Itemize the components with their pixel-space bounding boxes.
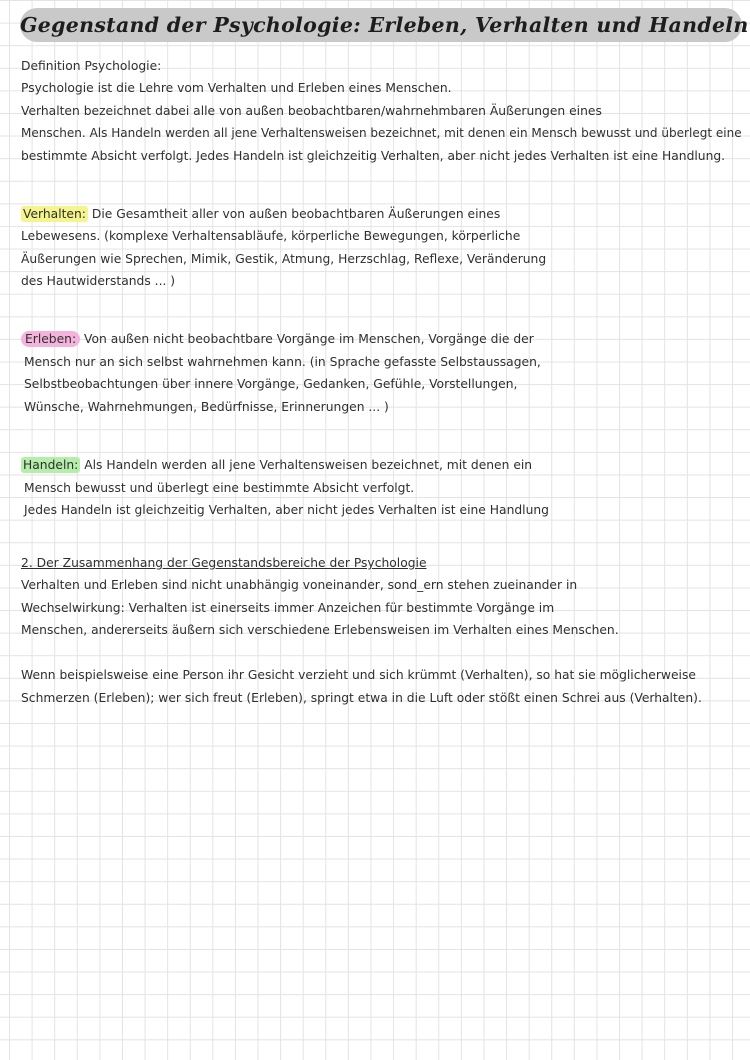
handeln-term-highlight: Handeln: (23, 458, 79, 472)
definition-line: Psychologie ist die Lehre vom Verhalten und Erleben eines Menschen. (21, 81, 452, 95)
verhalten-line: Äußerungen wie Sprechen, Mimik, Gestik, Atmung, Herzschlag, Reflexe, Veränderung (21, 252, 547, 266)
erleben-line: Wünsche, Wahrnehmungen, Bedürfnisse, Erinnerungen ... ) (24, 400, 389, 414)
verhalten-line: Lebewesens. (komplexe Verhaltensabläufe, körperliche Bewegungen, körperliche (21, 229, 521, 243)
erleben-line: Mensch nur an sich selbst wahrnehmen kann. (in Sprache gefasste Selbstaussagen, (24, 355, 541, 369)
verhalten-term-highlight: Verhalten: (23, 207, 86, 221)
verhalten-first-line: Die Gesamtheit aller von außen beobachtbaren Äußerungen eines (87, 207, 501, 221)
erleben-first-line: Von außen nicht beobachtbare Vorgänge im Menschen, Vorgänge die der (80, 332, 534, 346)
page-title: Gegenstand der Psychologie: Erleben, Verhalten und Handeln (20, 13, 749, 37)
definition-heading: Definition Psychologie: (21, 59, 162, 73)
erleben-definition (21, 331, 534, 347)
example-line: Wenn beispielsweise eine Person ihr Gesicht verzieht und sich krümmt (Verhalten), so hat sie möglicherweise (21, 668, 696, 682)
section-2-heading: 2. Der Zusammenhang der Gegenstandsbereiche der Psychologie (21, 556, 427, 570)
verhalten-line: des Hautwiderstands ... ) (21, 274, 176, 288)
definition-line: bestimmte Absicht verfolgt. Jedes Handeln ist gleichzeitig Verhalten, aber nicht jedes Verhalten ist eine Handlung. (21, 149, 726, 163)
verhalten-definition (21, 206, 500, 222)
section-2-line: Verhalten und Erleben sind nicht unabhängig voneinander, sond_ern stehen zueinander in (21, 578, 578, 592)
section-2-line: Menschen, andererseits äußern sich verschiedene Erlebensweisen im Verhalten eines Menschen. (21, 623, 619, 637)
handeln-definition (21, 457, 532, 473)
handeln-line: Jedes Handeln ist gleichzeitig Verhalten, aber nicht jedes Verhalten ist eine Handlung (24, 503, 549, 517)
definition-line: Verhalten bezeichnet dabei alle von außen beobachtbaren/wahrnehmbaren Äußerungen eines (21, 104, 602, 118)
section-2-line: Wechselwirkung: Verhalten ist einerseits immer Anzeichen für bestimmte Vorgänge im (21, 601, 555, 615)
handeln-first-line: Als Handeln werden all jene Verhaltensweisen bezeichnet, mit denen ein (80, 458, 533, 472)
example-line: Schmerzen (Erleben); wer sich freut (Erleben), springt etwa in die Luft oder stößt einen Schrei aus (Verhalten). (21, 691, 702, 705)
handeln-line: Mensch bewusst und überlegt eine bestimmte Absicht verfolgt. (24, 481, 415, 495)
erleben-line: Selbstbeobachtungen über innere Vorgänge, Gedanken, Gefühle, Vorstellungen, (24, 377, 518, 391)
definition-line: Menschen. Als Handeln werden all jene Verhaltensweisen bezeichnet, mit denen ein Mensch bewusst und überlegt eine (21, 126, 742, 140)
erleben-term-highlight: Erleben: (21, 331, 80, 347)
